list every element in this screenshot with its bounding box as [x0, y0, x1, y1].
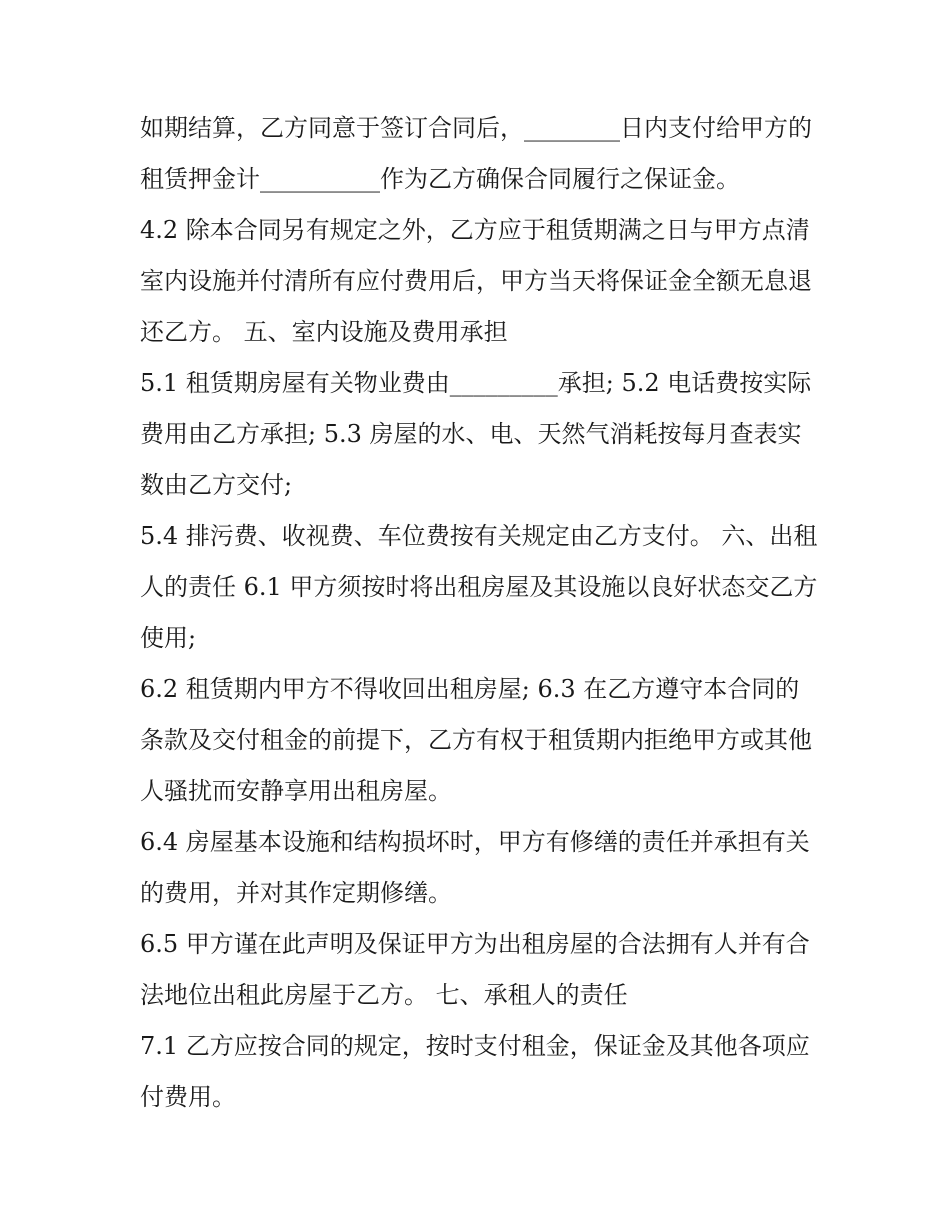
paragraph-6-5: 6.5 甲方谨在此声明及保证甲方为出租房屋的合法拥有人并有合法地位出租此房屋于乙方。 七、承租人的责任	[140, 930, 810, 1009]
paragraph-6-2: 6.2 租赁期内甲方不得收回出租房屋; 6.3 在乙方遵守本合同的条款及交付租金的前提下，乙方有权于租赁期内拒绝甲方或其他人骚扰而安静享用出租房屋。	[140, 675, 812, 805]
paragraph-deposit: 如期结算，乙方同意于签订合同后，________日内支付给甲方的租赁押金计__________作为乙方确保合同履行之保证金。	[140, 114, 812, 193]
paragraph-4-2: 4.2 除本合同另有规定之外，乙方应于租赁期满之日与甲方点清室内设施并付清所有应付费用后，甲方当天将保证金全额无息退还乙方。 五、室内设施及费用承担	[140, 216, 812, 346]
document-body	[140, 103, 820, 1123]
paragraph-5-4: 5.4 排污费、收视费、车位费按有关规定由乙方支付。 六、出租人的责任 6.1 甲方须按时将出租房屋及其设施以良好状态交乙方使用;	[140, 522, 818, 652]
paragraph-6-4: 6.4 房屋基本设施和结构损坏时，甲方有修缮的责任并承担有关的费用，并对其作定期修缮。	[140, 828, 810, 907]
paragraph-7-1: 7.1 乙方应按合同的规定，按时支付租金，保证金及其他各项应付费用。	[140, 1032, 810, 1111]
paragraph-5-1: 5.1 租赁期房屋有关物业费由_________承担; 5.2 电话费按实际费用由乙方承担; 5.3 房屋的水、电、天然气消耗按每月查表实数由乙方交付;	[140, 369, 812, 499]
